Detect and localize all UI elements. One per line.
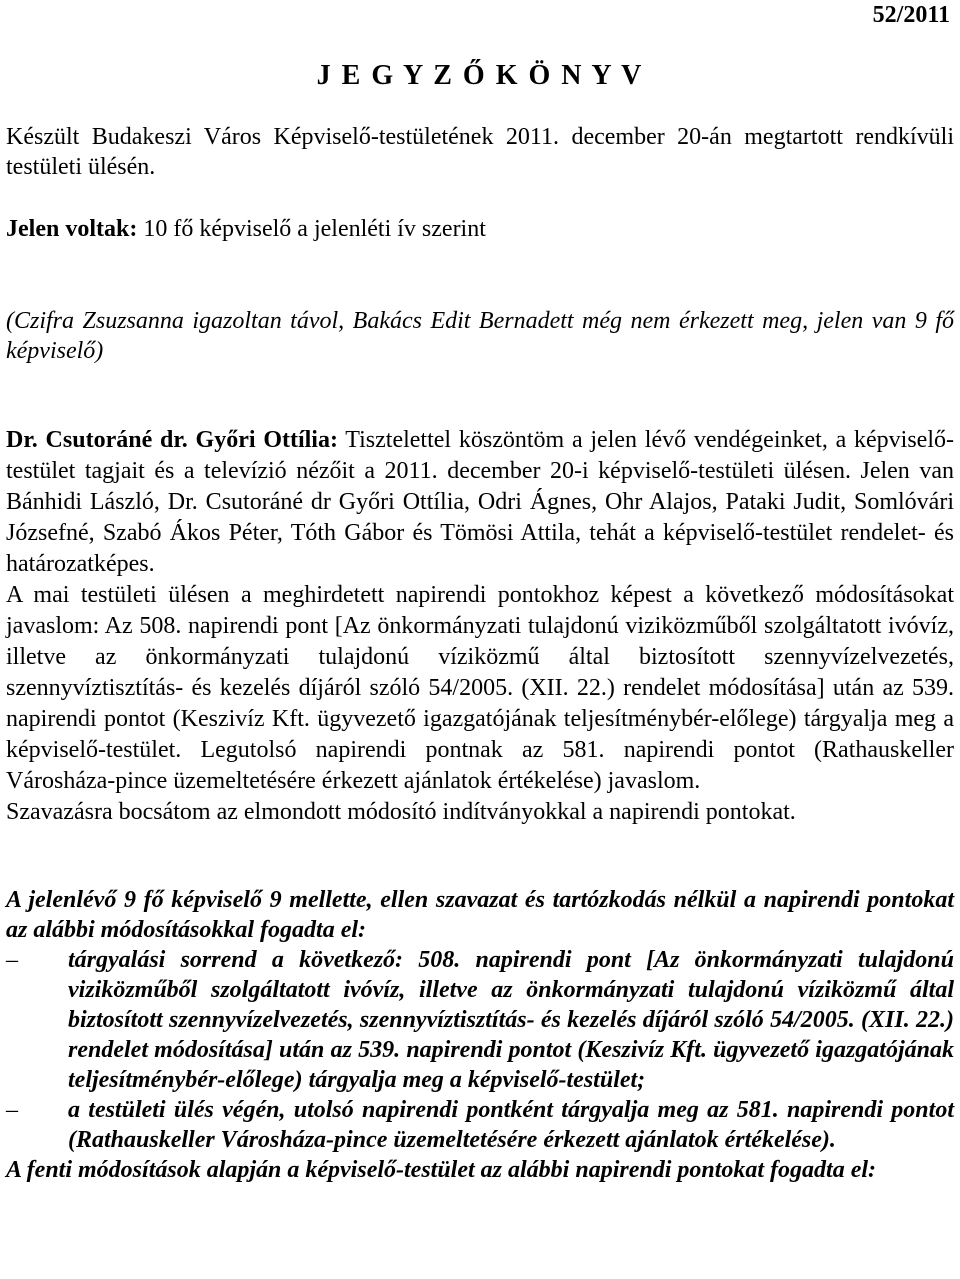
speech-section [6,425,954,828]
speech-paragraph-2: A mai testületi ülésen a meghirdetett napirendi pontokhoz képest a következő módosításokat javaslom: Az 508. napirendi pont [Az önkormányzati tulajdonú viziközműből szolgáltatott ivóvíz, illetve az önkormányzati tulajdonú víziközmű által biztosított szennyvízelvezetés, szennyvíztisztítás- és kezelés díjáról szóló 54/2005. (XII. 22.) rendelet módosítása] után az 539. napirendi pontot (Keszivíz Kft. ügyvezető igazgatójának teljesítménybér-előlege) tárgyalja meg a képviselő-testület. Legutolsó napirendi pontnak az 581. napirendi pontot (Rathauskeller Városháza-pince üzemeltetésére érkezett ajánlatok értékelése) javaslom. [6,582,954,794]
attendance-line [6,214,954,244]
absence-note: (Czifra Zsuzsanna igazoltan távol, Bakács Edit Bernadett még nem érkezett meg, jelen van 9 fő képviselő) [6,308,954,364]
speech-paragraph-1 [6,425,954,580]
decision-item [6,945,954,1095]
decision-item [6,1095,954,1155]
intro-paragraph: Készült Budakeszi Város Képviselő-testületének 2011. december 20-án megtartott rendkívüli testületi ülésén. [6,124,954,180]
speech-text-1: Tisztelettel köszöntöm a jelen lévő vendégeinket, a képviselő-testület tagjait és a televízió nézőit a 2011. december 20-i képviselő-testületi ülésen. Jelen van Bánhidi László, Dr. Csutoráné dr Győri Ottília, Odri Ágnes, Ohr Alajos, Pataki Judit, Somlóvári Józsefné, Szabó Ákos Péter, Tóth Gábor és Tömösi Attila, tehát a képviselő-testület rendelet- és határozatképes. [6,427,954,577]
speech-paragraph-3: Szavazásra bocsátom az elmondott módosító indítványokkal a napirendi pontokat. [6,799,796,825]
decision-item-text: tárgyalási sorrend a következő: 508. napirendi pont [Az önkormányzati tulajdonú viziközműből szolgáltatott ivóvíz, illetve az önkormányzati tulajdonú víziközmű által biztosított szennyvízelvezetés, szennyvíztisztítás- és kezelés díjáról szóló 54/2005. (XII. 22.) rendelet módosítása] után az 539. napirendi pontot (Keszivíz Kft. ügyvezető igazgatójának teljesítménybér-előlege) tárgyalja meg a képviselő-testület; [68,947,954,1093]
decision-intro: A jelenlévő 9 fő képviselő 9 mellette, ellen szavazat és tartózkodás nélkül a napirendi pontokat az alábbi módosításokkal fogadta el: [6,887,954,943]
speaker-name: Dr. Csutoráné dr. Győri Ottília: [6,427,338,453]
attendance-label: Jelen voltak: [6,216,138,242]
attendance-text: 10 fő képviselő a jelenléti ív szerint [137,216,486,242]
decision-item-text: a testületi ülés végén, utolsó napirendi pontként tárgyalja meg az 581. napirendi pontot (Rathauskeller Városháza-pince üzemeltetésére érkezett ajánlatok értékelése). [68,1097,954,1153]
dash-bullet: – [6,1097,18,1123]
decision-section [6,885,954,1185]
document-title: J E G Y Z Ő K Ö N Y V [316,60,644,91]
dash-bullet: – [6,947,18,973]
decision-closing: A fenti módosítások alapján a képviselő-testület az alábbi napirendi pontokat fogadta el: [6,1157,877,1183]
page-number: 52/2011 [872,2,950,28]
